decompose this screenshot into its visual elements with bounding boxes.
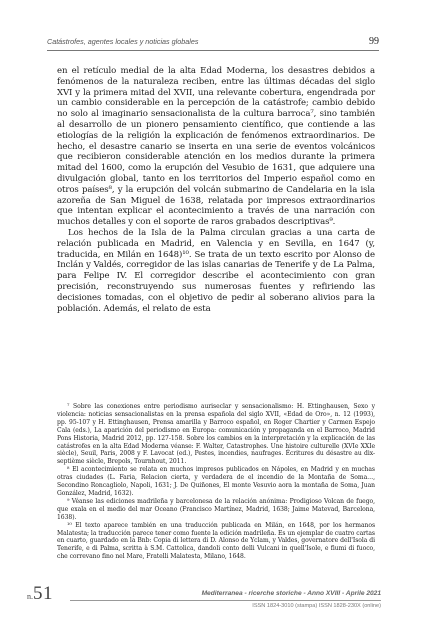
body-text: [57, 66, 375, 314]
journal-line: Mediterranea - ricerche storiche - Anno XVIII - Aprile 2021: [201, 590, 381, 597]
folio: [27, 583, 53, 605]
header-rule: [47, 50, 379, 51]
footnote-9: ⁹ Véanse las ediciones madrileña y barcelonesa de la relación anónima: Prodigioso Volcan de fuego, que exala en el medio del mar Oceano (Francisco Martínez, Madrid, 1638; Jaime Matevad, Barcelona, 1638).: [57, 497, 375, 521]
footnote-8: ⁸ El acontecimiento se relata en muchos impresos publicados en Nápoles, en Madrid y en muchas otras ciudades (L. Faria, Relacion cierta, y verdadera de el incendio de la Montaña de Soma…, Secondino Roncagliolo, Napoli, 1631; J. De Quiñones, El monte Vesuvio aora la montaña de Soma, Juan González, Madrid, 1632).: [57, 466, 375, 497]
page-number: 99: [369, 35, 379, 47]
issn-line: ISSN 1824-3010 (stampa) ISSN 1828-230X (online): [252, 603, 381, 609]
footnote-10: ¹⁰ El texto aparece también en una traducción publicada en Milán, en 1648, por los hermanos Malatesta; la traducción parece tener como fuente la edición madrileña. Es un ejemplar de cuatro cartas en cuarto, guardado en la Bnb: Copia di lettera di D. Alonso de Yclam, y Valdes, governatore dell'Isola di Tenerife, e di Palma, scritta à S.M. Cattolica, dandoli conto delli Vulcani in quell'Isole, e fiumi di fuoco, che correvano fino nel Mare, Fratelli Malatesta, Milano, 1648.: [57, 521, 375, 561]
paragraph-1: en el retículo medial de la alta Edad Moderna, los desastres debidos a fenómenos de la naturaleza reciben, entre las últimas décadas del siglo XVI y la primera mitad del XVII, una relevante cobertura, engendrada por un cambio considerable en la percepción de la catástrofe; cambio debido no solo al imaginario sensacionalista de la cultura barroca⁷, sino también al desarrollo de un pionero pensamiento científico, que contiende a las etiologías de la religión la explicación de fenómenos extraordinarios. De hecho, el desastre canario se inserta en una serie de eventos volcánicos que recibieron considerable atención en los medios durante la primera mitad del 1600, como la erupción del Vesubio de 1631, que adquiere una divulgación global, tanto en los territorios del Imperio español como en otros países⁸, y la erupción del volcán submarino de Candelaria en la isla azoreña de San Miguel de 1638, relatada por impresos extraordinarios que intentan explicar el acontecimiento a través de una narración con muchos detalles y con el soporte de raros grabados descriptivas⁹.: [57, 66, 375, 228]
footnote-7: ⁷ Sobre las conexiones entre periodismo auriseclar y sensacionalismo: H. Ettinghausen, Sexo y violencia: noticias sensacionalistas en la prensa española del siglo XVII, «Edad de Oro», n. 12 (1993), pp. 95-107 y H. Ettinghausen, Prensa amarilla y Barroco español, en Roger Chartier y Carmen Espejo Cala (eds.), La aparición del periodismo en Europa: comunicación y propaganda en el Barroco, Madrid Pons Historia, Madrid 2012, pp. 127-158. Sobre los cambios en la interpretación y la explicación de las catástrofes en la alta Edad Moderna véanse: F. Walter, Catastrophes. Une histoire culturelle (XVIe XXIe siècle), Seuil, Paris, 2008 y F. Lavocat (ed.), Pestes, incendies, naufrages. Écritures du désastre au dix-septième siècle, Brepols, Tournhout, 2011.: [57, 403, 375, 466]
footnotes: [57, 403, 375, 561]
folio-number: 51: [33, 583, 53, 604]
paragraph-2: Los hechos de la Isla de la Palma circulan gracias a una carta de relación publicada en Madrid, en Valencia y en Sevilla, en 1647 (y, traducida, en Milán en 1648)¹⁰. Se trata de un texto escrito por Alonso de Inclán y Valdés, corregidor de las islas canarias de Tenerife y de La Palma, para Felipe IV. El corregidor describe el acontecimiento con gran precisión, reconstruyendo sus numerosas fuentes y refiriendo las decisiones tomadas, con el objetivo de pedir al soberano alivios para la población. Además, el relato de esta: [57, 227, 375, 314]
folio-prefix: n.: [27, 592, 33, 601]
running-head: [47, 34, 379, 48]
running-title: Catástrofes, agentes locales y noticias globales: [47, 36, 199, 46]
footer-rule: [70, 600, 381, 601]
